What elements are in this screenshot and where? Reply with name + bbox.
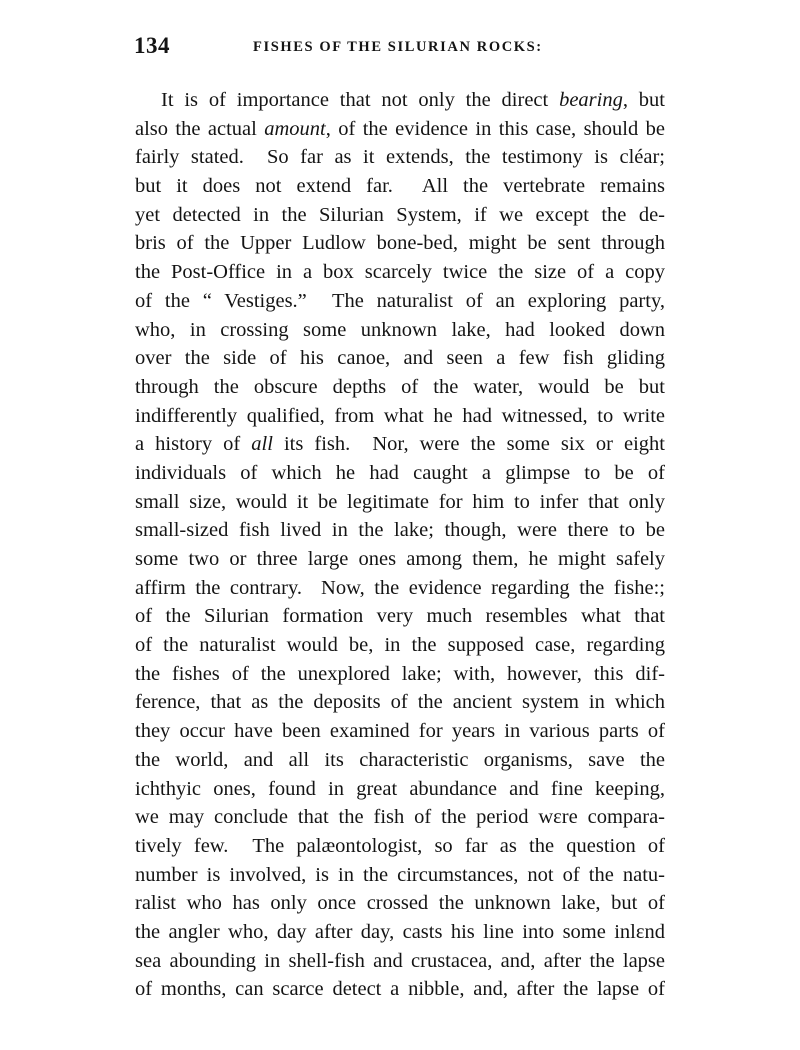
text-line bbox=[135, 688, 665, 717]
text-segment: but it does not extend far. All the vertebrate remains bbox=[135, 175, 665, 198]
italic-text: bearing bbox=[559, 89, 623, 111]
text-segment: ralist who has only once crossed the unknown lake, but of bbox=[135, 892, 665, 915]
text-line bbox=[135, 86, 665, 115]
text-line bbox=[135, 258, 665, 287]
text-line bbox=[135, 430, 665, 459]
text-line bbox=[135, 201, 665, 230]
text-segment: its fish. Nor, were the some six or eight bbox=[272, 433, 665, 456]
text-segment: number is involved, is in the circumstances, not of the natu- bbox=[135, 863, 665, 886]
text-line bbox=[135, 402, 665, 431]
text-line bbox=[135, 746, 665, 775]
text-line bbox=[135, 832, 665, 861]
text-segment: indifferently qualified, from what he had witnessed, to write bbox=[135, 404, 665, 427]
text-segment: the fishes of the unexplored lake; with, however, this dif- bbox=[135, 662, 665, 685]
text-line bbox=[135, 545, 665, 574]
text-segment: , of the evidence in this case, should be bbox=[325, 117, 665, 140]
text-segment: the Post-Office in a box scarcely twice the size of a copy bbox=[135, 261, 665, 284]
body-text bbox=[135, 86, 665, 1004]
text-line bbox=[135, 459, 665, 488]
text-segment: over the side of his canoe, and seen a few fish gliding bbox=[135, 347, 665, 370]
text-segment: we may conclude that the fish of the period wεre compara- bbox=[135, 806, 665, 829]
text-line bbox=[135, 861, 665, 890]
text-line bbox=[135, 918, 665, 947]
text-segment: they occur have been examined for years in various parts of bbox=[135, 720, 665, 743]
text-line bbox=[135, 889, 665, 918]
text-segment: It is of importance that not only the direct bbox=[161, 89, 560, 111]
text-segment: bris of the Upper Ludlow bone-bed, might be sent through bbox=[135, 232, 665, 255]
text-line bbox=[135, 602, 665, 631]
text-line bbox=[135, 775, 665, 804]
text-line bbox=[135, 947, 665, 976]
text-line bbox=[135, 574, 665, 603]
text-segment: tively few. The palæontologist, so far as the question of bbox=[135, 834, 665, 857]
text-line bbox=[135, 316, 665, 345]
text-segment: yet detected in the Silurian System, if we except the de- bbox=[135, 203, 665, 226]
text-line bbox=[135, 803, 665, 832]
text-line bbox=[135, 373, 665, 402]
text-line bbox=[135, 975, 665, 1004]
text-segment: small size, would it be legitimate for him to infer that only bbox=[135, 490, 665, 513]
text-line bbox=[135, 172, 665, 201]
text-line bbox=[135, 229, 665, 258]
text-line bbox=[135, 717, 665, 746]
text-segment: small-sized fish lived in the lake; though, were there to be bbox=[135, 519, 665, 542]
text-segment: the world, and all its characteristic organisms, save the bbox=[135, 748, 665, 771]
text-segment: ference, that as the deposits of the ancient system in which bbox=[135, 691, 665, 714]
text-segment: , but bbox=[622, 89, 665, 111]
text-segment: the angler who, day after day, casts his line into some inlεnd bbox=[135, 920, 665, 943]
text-segment: of the Silurian formation very much resembles what that bbox=[135, 605, 665, 628]
text-segment: of the “ Vestiges.” The naturalist of an exploring party, bbox=[135, 289, 665, 312]
text-line bbox=[135, 287, 665, 316]
text-segment: sea abounding in shell-fish and crustacea, and, after the lapse bbox=[135, 949, 665, 972]
text-line bbox=[135, 516, 665, 545]
running-head: FISHES OF THE SILURIAN ROCKS: bbox=[253, 39, 543, 55]
text-segment: affirm the contrary. Now, the evidence regarding the fishe:; bbox=[135, 576, 665, 599]
page-number: 134 bbox=[134, 33, 170, 58]
text-segment: through the obscure depths of the water, would be but bbox=[135, 375, 665, 398]
text-segment: also the actual bbox=[135, 117, 265, 140]
italic-text: all bbox=[251, 433, 273, 456]
text-segment: individuals of which he had caught a glimpse to be of bbox=[135, 461, 665, 484]
italic-text: amount bbox=[264, 117, 326, 140]
text-line bbox=[135, 143, 665, 172]
text-line bbox=[135, 631, 665, 660]
text-line bbox=[135, 488, 665, 517]
text-segment: some two or three large ones among them, he might safely bbox=[135, 548, 665, 570]
text-segment: who, in crossing some unknown lake, had looked down bbox=[135, 318, 665, 341]
text-segment: fairly stated. So far as it extends, the testimony is cléar; bbox=[135, 146, 665, 169]
text-line bbox=[135, 344, 665, 373]
text-line bbox=[135, 115, 665, 144]
text-segment: a history of bbox=[135, 433, 252, 456]
text-segment: of months, can scarce detect a nibble, and, after the lapse of bbox=[135, 978, 665, 1001]
text-line bbox=[135, 660, 665, 689]
text-segment: of the naturalist would be, in the supposed case, regarding bbox=[135, 634, 665, 657]
text-segment: ichthyic ones, found in great abundance and fine keeping, bbox=[135, 777, 665, 800]
